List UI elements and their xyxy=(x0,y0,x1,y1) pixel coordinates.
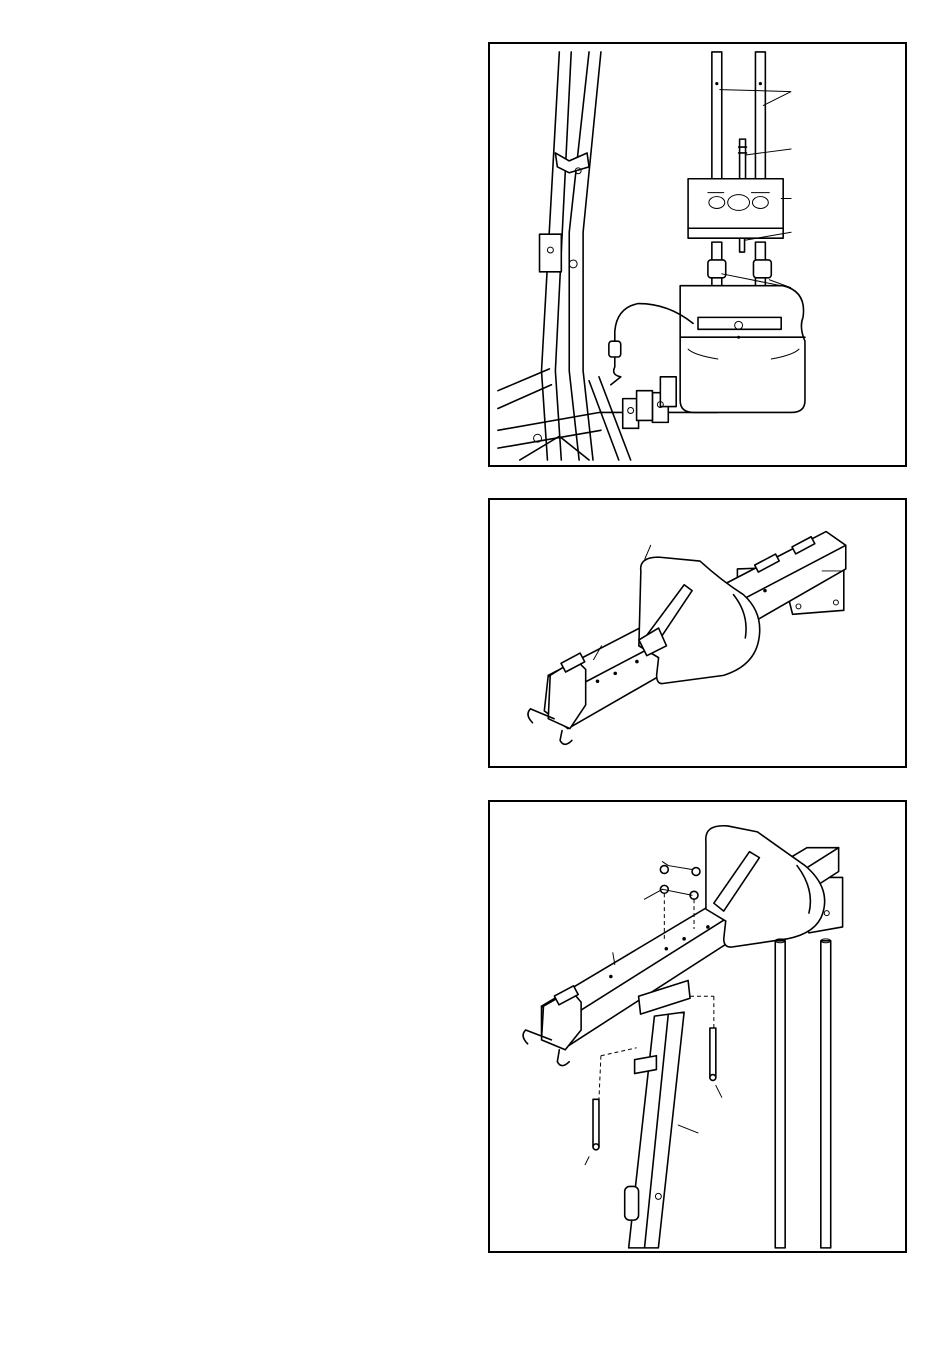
figure-3-drawing xyxy=(490,802,905,1251)
rod-spacers xyxy=(708,260,771,278)
figure-3-panel xyxy=(488,800,907,1253)
figure-1-drawing xyxy=(490,44,905,465)
weight-base xyxy=(680,286,805,413)
upright-post xyxy=(625,1012,684,1248)
figure-2-panel xyxy=(488,498,907,768)
small-brackets xyxy=(623,377,676,429)
guide-rods xyxy=(775,939,830,1248)
upright-frame xyxy=(540,52,601,460)
figure-1-panel xyxy=(488,42,907,467)
top-plate xyxy=(688,179,783,238)
figure-2-drawing xyxy=(490,500,905,766)
